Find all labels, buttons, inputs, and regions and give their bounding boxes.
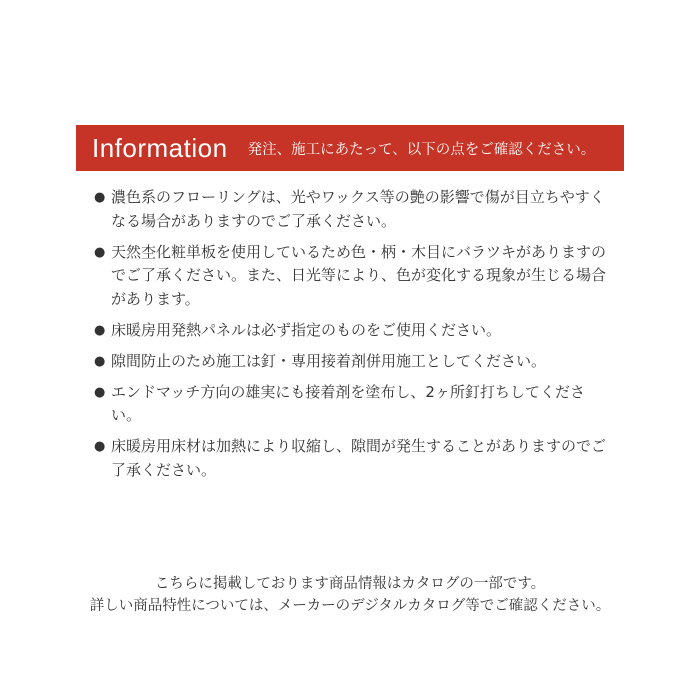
note-text: 床暖房用床材は加熱により収縮し、隙間が発生することがありますのでご了承ください。 <box>111 437 607 479</box>
footer-line-2: 詳しい商品特性については、メーカーのデジタルカタログ等でご確認ください。 <box>89 598 611 614</box>
notes-list <box>94 186 614 490</box>
list-item <box>94 435 614 482</box>
bullet-icon: ● <box>94 439 106 454</box>
list-item <box>94 350 614 374</box>
list-item <box>94 241 614 312</box>
bullet-icon: ● <box>94 190 106 205</box>
list-item <box>94 186 614 233</box>
note-text: 天然杢化粧単板を使用しているため色・柄・木目にバラツキがありますのでご了承ください。また、日光等により、色が変化する現象が生じる場合があります。 <box>111 242 607 308</box>
note-text: エンドマッチ方向の雄実にも接着剤を塗布し、2ヶ所釘打ちしてください。 <box>111 382 585 424</box>
note-text: 床暖房用発熱パネルは必ず指定のものをご使用ください。 <box>111 320 502 339</box>
list-item <box>94 319 614 343</box>
bullet-icon: ● <box>94 322 106 338</box>
note-text: 濃色系のフローリングは、光やワックス等の艶の影響で傷が目立ちやすくなる場合がありますのでご了承ください。 <box>111 188 605 230</box>
footer-note <box>0 573 700 617</box>
banner-title: Information <box>92 132 228 163</box>
footer-line-1: こちらに掲載しております商品情報はカタログの一部です。 <box>154 576 546 592</box>
bullet-icon: ● <box>94 353 106 369</box>
bullet-icon: ● <box>94 384 106 400</box>
note-text: 隙間防止のため施工は釘・専用接着剤併用施工としてください。 <box>111 351 547 370</box>
bullet-icon: ● <box>94 244 106 260</box>
banner-subtitle: 発注、施工にあたって、以下の点をご確認ください。 <box>247 141 596 158</box>
list-item <box>94 381 614 428</box>
information-banner <box>76 125 624 171</box>
